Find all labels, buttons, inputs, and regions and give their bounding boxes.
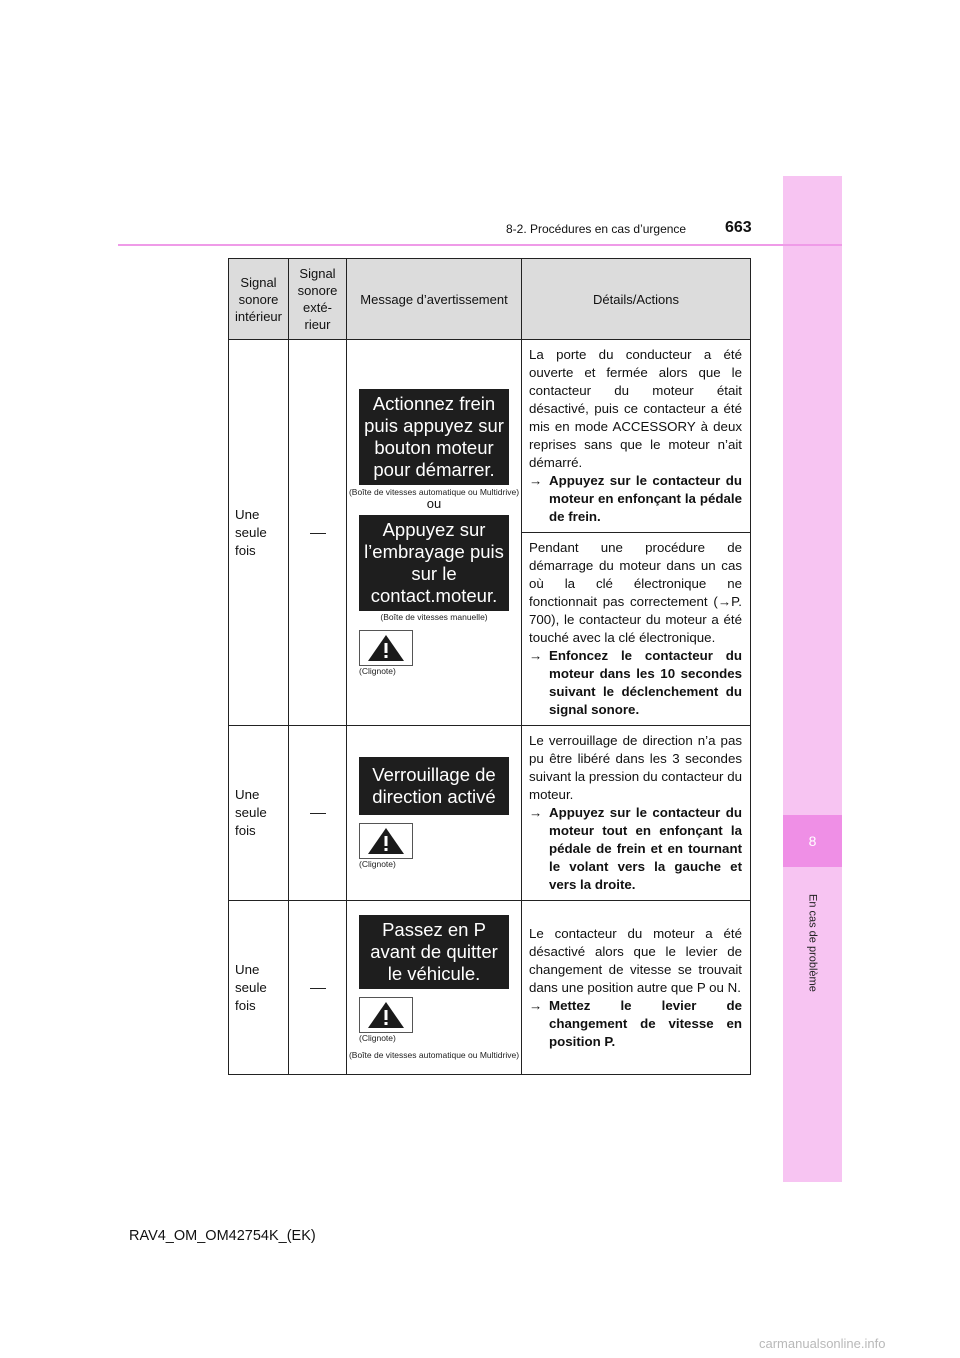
action-text: Enfoncez le contacteur du moteur dans les 10 secondes suivant le déclenchement du signal sonore.: [549, 648, 742, 717]
external-buzzer-cell: [289, 340, 347, 726]
action-text: Appuyez sur le contacteur du moteur en enfonçant la pédale de frein.: [549, 473, 742, 524]
detail-text: La porte du conducteur a été ouverte et fermée alors que le contacteur du moteur était désactivé, puis ce contacteur a été mis en mode ACCESSORY à deux reprises sans que le moteur n’ait démarré.: [529, 347, 742, 470]
warning-triangle-icon: [359, 997, 413, 1033]
warning-message-cell: [347, 340, 522, 726]
header-details: Détails/Actions: [522, 259, 751, 340]
chapter-label: En cas de problème: [806, 893, 819, 992]
table-row: [229, 340, 751, 533]
warning-triangle-icon: [359, 823, 413, 859]
dash-mark: [310, 813, 326, 814]
internal-buzzer-l3: fois: [235, 542, 256, 558]
table-header-row: [229, 259, 751, 340]
internal-buzzer-l2: seule: [235, 979, 267, 995]
arrow-icon: →: [529, 997, 543, 1013]
warning-message-display: Appuyez sur l’embrayage puis sur le contact.moteur.: [359, 515, 509, 611]
internal-buzzer-cell: [229, 901, 289, 1075]
header-internal-buzzer: [229, 259, 289, 340]
table-row: [229, 726, 751, 901]
arrow-icon: →: [529, 473, 543, 488]
internal-buzzer-l1: Une: [235, 506, 260, 522]
internal-buzzer-l1: Une: [235, 787, 260, 802]
transmission-caption: (Boîte de vitesses automatique ou Multidrive): [348, 487, 520, 497]
warning-table: [228, 258, 751, 1075]
transmission-caption: (Boîte de vitesses automatique ou Multidrive): [348, 1050, 520, 1060]
detail-text: Pendant une procédure de démarrage du moteur dans un cas où la clé électronique ne fonctionnait pas correctement (→P. 700), le contacteur du moteur a été touché avec la clé électronique.: [529, 540, 742, 645]
action-text: Appuyez sur le contacteur du moteur tout en enfonçant la pédale de frein et en tournant le volant vers la gauche et vers la droite.: [549, 805, 742, 892]
warning-message-display: Passez en P avant de quitter le véhicule.: [359, 915, 509, 989]
header-divider: [118, 244, 842, 246]
warning-message-display: Actionnez frein puis appuyez sur bouton moteur pour démarrer.: [359, 389, 509, 485]
details-cell: [522, 901, 751, 1075]
external-buzzer-cell: [289, 726, 347, 901]
details-cell: [522, 340, 751, 533]
internal-buzzer-cell: [229, 340, 289, 726]
external-buzzer-cell: [289, 901, 347, 1075]
dash-mark: [310, 988, 326, 989]
warning-triangle-icon: [359, 630, 413, 666]
warning-message-display: Verrouillage de direction activé: [359, 757, 509, 815]
chapter-side-tab: [783, 176, 842, 1182]
header-external-l3: exté-: [303, 300, 332, 315]
page-number: 663: [725, 219, 752, 236]
chapter-number: 8: [783, 815, 842, 867]
warning-message-cell: [347, 726, 522, 901]
action-line: [529, 997, 742, 1051]
transmission-caption: (Boîte de vitesses manuelle): [380, 612, 488, 622]
footer-watermark: carmanualsonline.info: [759, 1336, 886, 1351]
header-warning-message: Message d’avertissement: [347, 259, 522, 340]
table-row: [229, 901, 751, 1075]
section-title: 8-2. Procédures en cas d’urgence: [506, 222, 687, 236]
internal-buzzer-l3: fois: [235, 997, 256, 1013]
chapter-label-wrap: [783, 885, 842, 1000]
internal-buzzer-l3: fois: [235, 823, 256, 838]
detail-text: Le contacteur du moteur a été désactivé alors que le levier de changement de vitesse se trouvait dans une position autre que P ou N.: [529, 925, 742, 995]
alternative-separator: ou: [426, 496, 442, 511]
warning-message-cell: [347, 901, 522, 1075]
arrow-icon: →: [529, 805, 543, 820]
blink-caption: (Clignote): [359, 1033, 396, 1043]
action-line: [529, 804, 742, 894]
detail-text: Le verrouillage de direction n’a pas pu être libéré dans les 3 secondes suivant la pression du contacteur du moteur.: [529, 733, 742, 802]
warning-icon-wrap: [359, 823, 509, 869]
internal-buzzer-cell: [229, 726, 289, 901]
header-internal-buzzer-text: Signal sonore intérieur: [235, 274, 282, 324]
header-external-l4: rieur: [304, 317, 331, 332]
details-cell: [522, 533, 751, 726]
blink-caption: (Clignote): [359, 859, 396, 869]
header-external-l2: sonore: [297, 283, 338, 298]
header-external-buzzer: [289, 259, 347, 340]
details-cell: [522, 726, 751, 901]
header-external-l1: Signal: [299, 266, 336, 281]
action-line: [529, 647, 742, 719]
blink-caption: (Clignote): [359, 666, 396, 676]
internal-buzzer-l2: seule: [235, 805, 267, 820]
warning-icon-wrap: [359, 997, 509, 1043]
internal-buzzer-l2: seule: [235, 524, 267, 540]
dash-mark: [310, 533, 326, 534]
arrow-icon: →: [529, 648, 543, 663]
document-id: RAV4_OM_OM42754K_(EK): [129, 1228, 316, 1244]
internal-buzzer-l1: Une: [235, 961, 260, 977]
action-text: Mettez le levier de changement de vitesse en position P.: [549, 997, 742, 1049]
action-line: [529, 472, 742, 526]
warning-icon-wrap: [359, 630, 509, 676]
